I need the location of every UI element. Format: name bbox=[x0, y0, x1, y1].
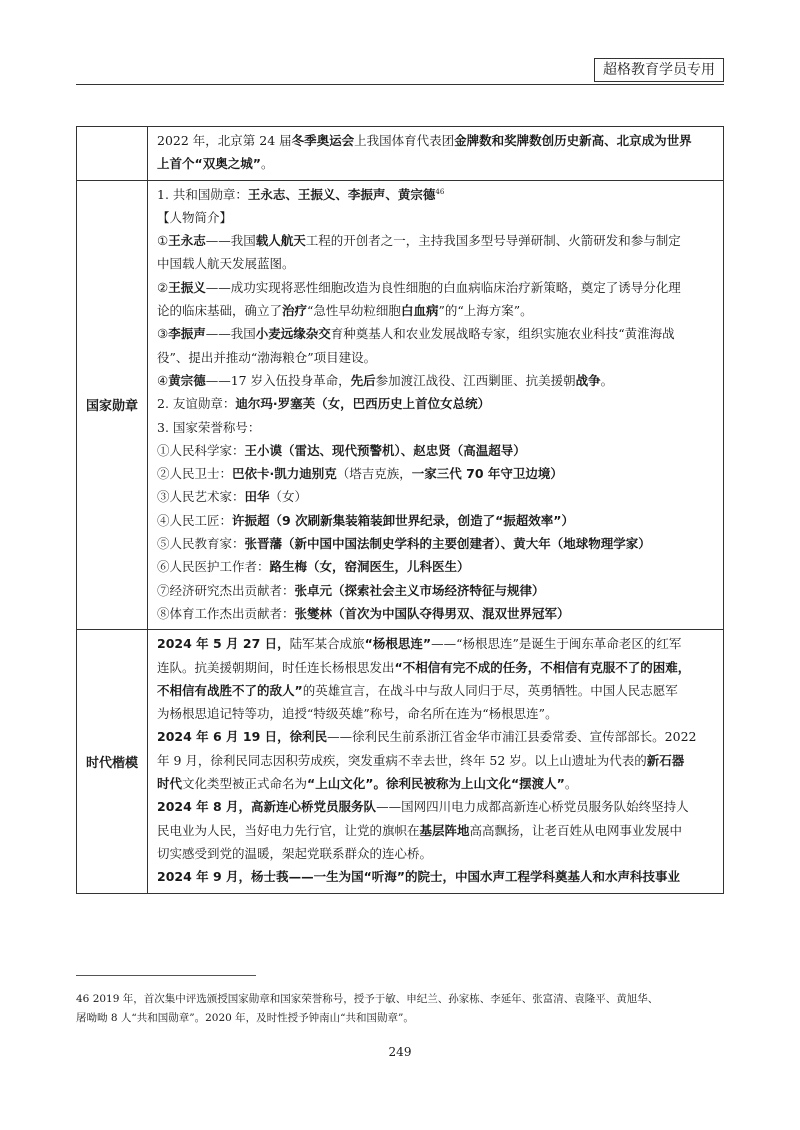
text-line bbox=[157, 679, 715, 702]
bold-text: 迪尔玛·罗塞芙（女，巴西历史上首位女总统） bbox=[235, 396, 491, 412]
text: ②人民卫士： bbox=[157, 466, 233, 482]
table-row bbox=[77, 180, 724, 630]
text-line bbox=[157, 276, 715, 299]
text: 2. 友谊勋章： bbox=[157, 396, 236, 412]
text: ⑧体育工作杰出贡献者： bbox=[157, 605, 295, 621]
table-row bbox=[77, 127, 724, 181]
text: 高高飘扬，让老百姓从电网事业发展中 bbox=[469, 822, 683, 838]
text: （女） bbox=[269, 489, 308, 505]
footnote-line: 46 2019 年，首次集中评选颁授国家勋章和国家荣誉称号，授予于敏、申纪兰、孙家栋、李延年、张富清、袁隆平、黄旭华、 bbox=[76, 993, 659, 1005]
category-cell: 时代楷模 bbox=[77, 630, 148, 893]
bold-text: 新石器 bbox=[646, 752, 685, 768]
text: 陆军某合成旅 bbox=[289, 636, 365, 652]
text: 。 bbox=[564, 776, 578, 792]
text: ② bbox=[157, 279, 169, 295]
text-line bbox=[157, 555, 715, 578]
bold-text: 基层阵地 bbox=[419, 822, 470, 838]
bold-text: 时代 bbox=[157, 776, 183, 792]
bold-text: 许振超（9 次刷新集装箱装卸世界纪录，创造了“振超效率”） bbox=[232, 512, 574, 528]
bold-text: 高新连心桥党员服务队 bbox=[251, 799, 377, 815]
content-cell bbox=[148, 630, 724, 893]
text: 。 bbox=[600, 372, 614, 388]
bold-text: 王永志 bbox=[168, 233, 206, 249]
text-line bbox=[157, 579, 715, 602]
text: ——“杨根思连”是诞生于闽东革命老区的红军 bbox=[431, 636, 682, 652]
text-line bbox=[157, 485, 715, 508]
bold-text: 巴依卡·凯力迪别克 bbox=[232, 466, 337, 482]
bold-text: 治疗 bbox=[282, 303, 308, 319]
content-cell bbox=[148, 180, 724, 630]
text-line bbox=[157, 795, 715, 818]
bold-text: 徐利民 bbox=[289, 729, 328, 745]
footnote-divider bbox=[76, 975, 256, 976]
bold-text: 2024 年 6 月 19 日， bbox=[157, 729, 290, 745]
section-title: 【人物简介】 bbox=[157, 209, 233, 225]
text-line bbox=[157, 602, 715, 625]
text: ⑦经济研究杰出贡献者： bbox=[157, 582, 295, 598]
text-line bbox=[157, 392, 715, 415]
text: 工程的开创者之一，主持我国多型号导弹研制、火箭研发和参与制定 bbox=[305, 233, 681, 249]
bold-text: 白血病 bbox=[400, 303, 439, 319]
text: （塔吉克族， bbox=[336, 466, 412, 482]
bold-text: ——一生为国“听海”的院士，中国水声工程学科奠基人和水声科技事业 bbox=[288, 869, 680, 885]
text: “急性早幼粒细胞 bbox=[307, 303, 401, 319]
footnote-ref: 46 bbox=[435, 187, 445, 196]
bold-text: 王小谟（雷达、现代预警机）、赵忠贤（高温超导） bbox=[244, 442, 526, 458]
text-line: 3. 国家荣誉称号： bbox=[157, 419, 261, 435]
bold-text: 一家三代 70 年守卫边境） bbox=[411, 466, 563, 482]
bold-text: “上山文化”。徐利民被称为上山文化“摆渡人” bbox=[307, 776, 565, 792]
bold-text: “不相信有完不成的任务，不相信有克服不了的困难， bbox=[394, 659, 691, 675]
text: 论的临床基础，确立了 bbox=[157, 303, 283, 319]
text: 。 bbox=[260, 156, 274, 172]
bold-text: 2024 年 9 月， bbox=[157, 869, 252, 885]
footnote-line: 屠呦呦 8 人“共和国勋章”。2020 年，及时性授予钟南山“共和国勋章”。 bbox=[76, 1012, 414, 1024]
category-cell: 国家勋章 bbox=[77, 180, 148, 630]
bold-text: 田华 bbox=[244, 489, 270, 505]
text: 上我国体育代表团 bbox=[354, 133, 455, 148]
bold-text: 冬季奥运会 bbox=[291, 133, 355, 148]
text-line bbox=[157, 439, 715, 462]
text: ——徐利民生前系浙江省金华市浦江县委常委、宣传部部长。2022 bbox=[327, 729, 697, 745]
text-line bbox=[157, 509, 715, 532]
text-line: 切实感受到党的温暖，架起党联系群众的连心桥。 bbox=[157, 845, 433, 861]
text: 民电业为人民，当好电力先行官，让党的旗帜在 bbox=[157, 822, 420, 838]
text-line bbox=[157, 322, 715, 345]
text: 1. 共和国勋章： bbox=[157, 186, 248, 202]
footnote bbox=[76, 990, 724, 1028]
text-line bbox=[157, 749, 715, 772]
bold-text: 杨士莪 bbox=[251, 869, 289, 885]
text-line: 中国载人航天发展蓝图。 bbox=[157, 256, 295, 272]
bold-text: 李振声 bbox=[168, 326, 206, 342]
text-line bbox=[157, 772, 715, 795]
text: ④ bbox=[157, 372, 169, 388]
text-line: 役”、提出并推动“渤海粮仓”项目建设。 bbox=[157, 349, 377, 365]
text: ——17 岁入伍投身革命， bbox=[205, 372, 351, 388]
bold-text: 上首个“双奥之城” bbox=[157, 156, 261, 172]
text: ① bbox=[157, 233, 169, 249]
bold-text: 张燮林（首次为中国队夺得男双、混双世界冠军） bbox=[294, 605, 570, 621]
text: ③ bbox=[157, 326, 169, 342]
bold-text: 载人航天 bbox=[255, 233, 306, 249]
text: ③人民艺术家： bbox=[157, 489, 245, 505]
bold-text: 金牌数和奖牌数创历史新高、北京成为世界 bbox=[454, 133, 692, 148]
text-line bbox=[157, 129, 715, 152]
text: 文化类型被正式命名为 bbox=[182, 776, 308, 792]
text: 参加渡江战役、江西剿匪、抗美援朝 bbox=[375, 372, 576, 388]
text-line bbox=[157, 152, 715, 175]
bold-text: 王振义 bbox=[168, 279, 206, 295]
text: ①人民科学家： bbox=[157, 442, 245, 458]
bold-text: 王永志、王振义、李振声、黄宗德 bbox=[247, 186, 436, 202]
page-number: 249 bbox=[388, 1045, 412, 1059]
content-cell bbox=[148, 127, 724, 181]
text: ——国网四川电力成都高新连心桥党员服务队始终坚持人 bbox=[376, 799, 689, 815]
table-row bbox=[77, 630, 724, 893]
text-line bbox=[157, 299, 715, 322]
text-line bbox=[157, 865, 715, 888]
text: ④人民工匠： bbox=[157, 512, 233, 528]
watermark-tag: 超格教育学员专用 bbox=[594, 58, 724, 82]
text: ”的“上海方案”。 bbox=[438, 303, 533, 319]
text: 连队。抗美援朝期间，时任连长杨根思发出 bbox=[157, 659, 395, 675]
text-line bbox=[157, 183, 715, 206]
text-line bbox=[157, 725, 715, 748]
text-line bbox=[157, 532, 715, 555]
bold-text: 战争 bbox=[575, 372, 601, 388]
bold-text: “杨根思连” bbox=[364, 636, 432, 652]
text: 年 9 月，徐利民同志因积劳成疾，突发重病不幸去世，终年 52 岁。以上山遗址为代表的 bbox=[157, 752, 647, 768]
text: ⑥人民医护工作者： bbox=[157, 559, 270, 575]
text-line: 为杨根思追记特等功，追授“特级英雄”称号，命名所在连为“杨根思连”。 bbox=[157, 706, 558, 722]
text: 的英雄宣言，在战斗中与敌人同归于尽，英勇牺牲。中国人民志愿军 bbox=[302, 682, 678, 698]
text: 2022 年，北京第 24 届 bbox=[157, 133, 292, 148]
text-line bbox=[157, 462, 715, 485]
text-line bbox=[157, 819, 715, 842]
bold-text: 小麦远缘杂交 bbox=[255, 326, 331, 342]
text: ⑤人民教育家： bbox=[157, 536, 245, 552]
bold-text: 黄宗德 bbox=[168, 372, 206, 388]
category-cell-empty bbox=[77, 127, 148, 181]
bold-text: 张晋藩（新中国中国法制史学科的主要创建者）、黄大年（地球物理学家） bbox=[244, 536, 651, 552]
text: ——成功实现将恶性细胞改造为良性细胞的白血病临床治疗新策略，奠定了诱导分化理 bbox=[205, 279, 681, 295]
bold-text: 2024 年 8 月， bbox=[157, 799, 252, 815]
text-line bbox=[157, 369, 715, 392]
content-table bbox=[76, 126, 724, 894]
bold-text: 张卓元（探索社会主义市场经济特征与规律） bbox=[294, 582, 545, 598]
text-line bbox=[157, 632, 715, 655]
text: ——我国 bbox=[205, 233, 256, 249]
text: ——我国 bbox=[205, 326, 256, 342]
bold-text: 路生梅（女，窑洞医生，儿科医生） bbox=[269, 559, 470, 575]
text-line bbox=[157, 229, 715, 252]
header-rule bbox=[76, 84, 724, 85]
text: 育种奠基人和农业发展战略专家，组织实施农业科技“黄淮海战 bbox=[330, 326, 675, 342]
bold-text: 不相信有战胜不了的敌人” bbox=[157, 682, 303, 698]
bold-text: 2024 年 5 月 27 日， bbox=[157, 636, 290, 652]
text-line bbox=[157, 656, 715, 679]
bold-text: 先后 bbox=[350, 372, 376, 388]
